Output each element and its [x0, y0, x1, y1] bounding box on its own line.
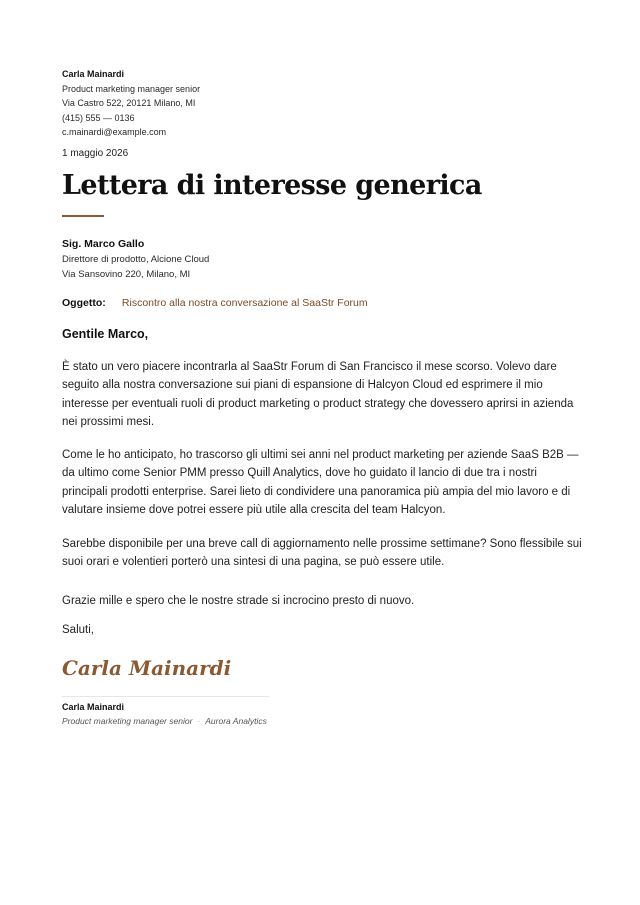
sender-address: Via Castro 522, 20121 Milano, MI [62, 98, 196, 108]
recipient-role: Direttore di prodotto, Alcione Cloud [62, 254, 210, 265]
sender-block [62, 67, 200, 140]
subject-value: Riscontro alla nostra conversazione al SaaStr Forum [121, 297, 368, 309]
body-paragraph: È stato un vero piacere incontrarla al SaaStr Forum di San Francisco il mese scorso. Volevo dare seguito alla nostra conversazione sui piani di espansione di Halcyon Cloud ed esprimere il mio interesse per eventuali ruoli di product marketing o product strategy che dovessero aprirsi in azienda nei prossimi mesi. [62, 361, 574, 428]
body-paragraph: Sarebbe disponibile per una breve call di aggiornamento nelle prossime settimane? Sono flessibile sui suoi orari e volentieri porterò una sintesi di una pagina, se può essere utile. [62, 538, 582, 569]
page-title: Lettera di interesse generica [62, 170, 482, 201]
body-paragraph: Come le ho anticipato, ho trascorso gli ultimi sei anni nel product marketing per aziende SaaS B2B — da ultimo come Senior PMM presso Quill Analytics, dove ho guidato il lancio di due tra i nostri principali prodotti enterprise. Sarei lieto di condividere una panoramica più ampia del mio lavoro e di valutare insieme dove potrei essere più utile alla crescita del team Halcyon. [62, 449, 579, 516]
signature-role: Product marketing manager senior [62, 716, 193, 726]
title-divider [62, 215, 104, 217]
subject-line [62, 297, 368, 309]
sender-role: Product marketing manager senior [62, 83, 201, 94]
signature-company: Aurora Analytics [205, 716, 267, 726]
recipient-address: Via Sansovino 220, Milano, MI [62, 269, 191, 280]
signature-name: Carla Mainardi [62, 702, 125, 712]
letter-date: 1 maggio 2026 [62, 148, 129, 159]
signature-divider [62, 696, 269, 697]
sender-email: c.mainardi@example.com [62, 127, 167, 137]
body-paragraph: Grazie mille e spero che le nostre strade si incrocino presto di nuovo. [62, 595, 415, 607]
closing: Saluti, [62, 624, 94, 636]
signature-separator: · [197, 716, 201, 726]
sender-phone: (415) 555 — 0136 [62, 112, 135, 123]
recipient-name: Sig. Marco Gallo [62, 238, 145, 250]
sender-name: Carla Mainardi [62, 69, 125, 79]
subject-label: Oggetto: [62, 297, 106, 309]
signature-meta [62, 716, 267, 726]
signature-script: Carla Mainardi [62, 656, 232, 680]
recipient-block [62, 237, 209, 282]
salutation: Gentile Marco, [62, 327, 149, 341]
